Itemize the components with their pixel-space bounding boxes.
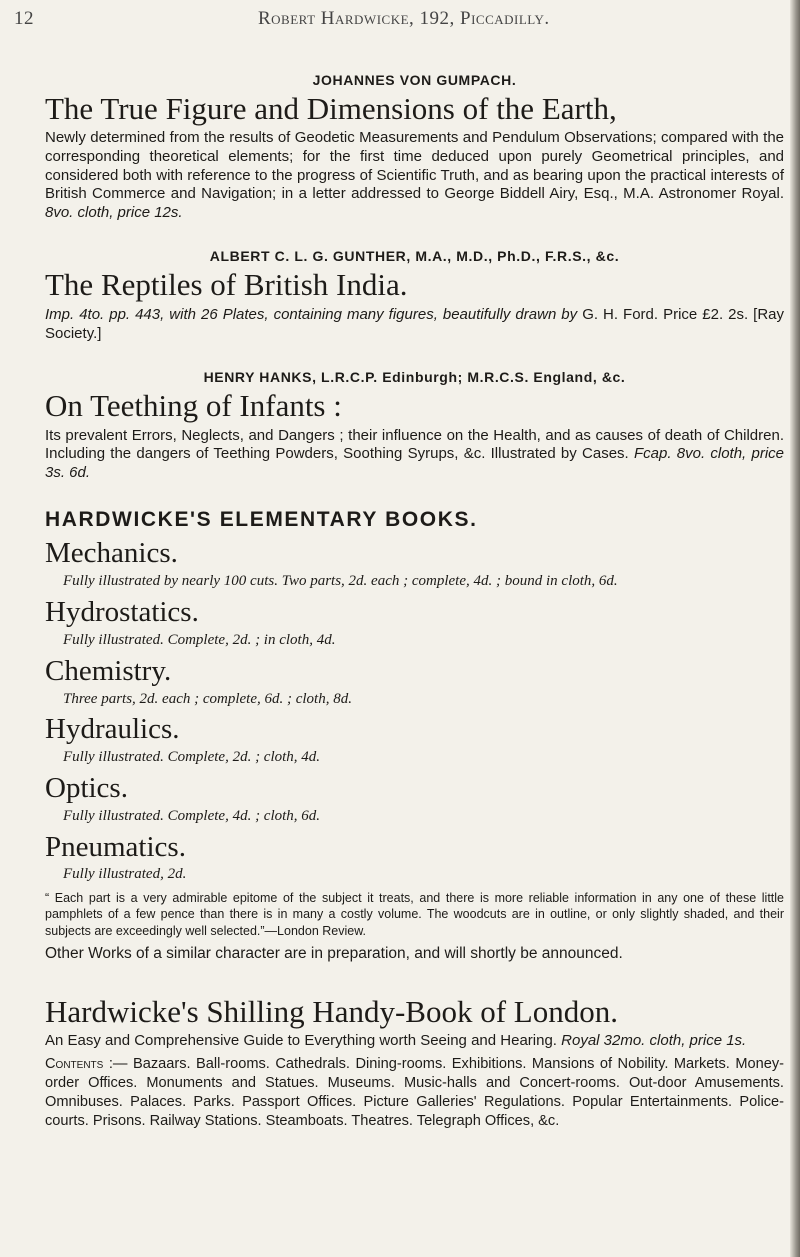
entry-author: JOHANNES VON GUMPACH. bbox=[312, 72, 517, 88]
series-book-details: Fully illustrated. Complete, 2d. ; in cloth, 4d. bbox=[63, 631, 336, 648]
page-edge-shadow bbox=[790, 0, 800, 1257]
running-head bbox=[14, 8, 778, 34]
series-book-details: Fully illustrated, 2d. bbox=[63, 866, 187, 883]
entry-details: Royal 32mo. cloth, price 1s. bbox=[561, 1032, 747, 1050]
series-book-details: Fully illustrated by nearly 100 cuts. Two parts, 2d. each ; complete, 4d. ; bound in cloth, 6d. bbox=[63, 573, 618, 590]
series-book bbox=[45, 656, 784, 709]
series-heading: HARDWICKE'S ELEMENTARY BOOKS. bbox=[45, 508, 478, 532]
entry-title: The Reptiles of British India. bbox=[45, 267, 408, 303]
series-book-title: Hydraulics. bbox=[45, 713, 180, 746]
series-book bbox=[45, 714, 784, 767]
series-book-details: Fully illustrated. Complete, 4d. ; cloth, 6d. bbox=[63, 807, 321, 824]
entry-details: 8vo. cloth, price 12s. bbox=[45, 203, 183, 221]
entry-description-text: Newly determined from the results of Geodetic Measurements and Pendulum Observations; compared with the corresponding theoretical elements; for the first time deduced upon purely Geometrical principles, and considered both with reference to the progress of Scientific Truth, and as bearing upon the practical interests of British Commerce and Navigation; in a letter addressed to George Biddell Airy, Esq., M.A. Astronomer Royal. bbox=[45, 129, 784, 203]
page-number: 12 bbox=[14, 8, 34, 29]
entry-reptiles bbox=[45, 248, 784, 343]
entry-title: Hardwicke's Shilling Handy-Book of London. bbox=[45, 993, 618, 1029]
entry-description bbox=[45, 1032, 784, 1051]
series-book-title: Mechanics. bbox=[45, 537, 178, 570]
contents-text: Bazaars. Ball-rooms. Cathedrals. Dining-rooms. Exhibitions. Mansions of Nobility. Markets. Money-order Offices. Monuments and Statues. Museums. Music-halls and Concert-rooms. Out-door Amusements. Omnibuses. Palaces. Parks. Passport Offices. Picture Galleries' Regulations. Popular Entertainments. Police-courts. Prisons. Railway Stations. Steamboats. Theatres. Telegraph Offices, &c. bbox=[45, 1056, 784, 1129]
series-book-details: Three parts, 2d. each ; complete, 6d. ; cloth, 8d. bbox=[63, 690, 352, 707]
entry-details: Imp. 4to. pp. 443, with 26 Plates, containing many figures, beautifully drawn by bbox=[45, 305, 578, 323]
entry-teething bbox=[45, 369, 784, 482]
entry-earth bbox=[45, 72, 784, 222]
series-book-title: Chemistry. bbox=[45, 654, 172, 687]
series-book-title: Pneumatics. bbox=[45, 830, 186, 863]
entry-title: The True Figure and Dimensions of the Earth, bbox=[45, 91, 617, 126]
entry-description-text: An Easy and Comprehensive Guide to Everything worth Seeing and Hearing. bbox=[45, 1032, 557, 1050]
series-book-details: Fully illustrated. Complete, 2d. ; cloth, 4d. bbox=[63, 749, 321, 766]
entry-author: ALBERT C. L. G. GUNTHER, M.A., M.D., Ph.D., F.R.S., &c. bbox=[209, 248, 620, 265]
review-quote: “ Each part is a very admirable epitome of the subject it treats, and there is more reliable information in any one of these little pamphlets of a few pence than there is in many a costly volume. The woodcuts are in outline, or only slightly shaded, and their subjects are exceedingly well selected.”—London Review. bbox=[45, 891, 784, 938]
series-book bbox=[45, 773, 784, 826]
other-works-note: Other Works of a similar character are in preparation, and will shortly be announced. bbox=[45, 944, 623, 962]
contents-list bbox=[45, 1055, 784, 1131]
entry-author: HENRY HANKS, L.R.C.P. Edinburgh; M.R.C.S. England, &c. bbox=[203, 369, 626, 386]
running-head-title: Robert Hardwicke, 192, Piccadilly. bbox=[258, 8, 550, 29]
series-book bbox=[45, 832, 784, 885]
contents-label: Contents :— bbox=[45, 1056, 128, 1072]
entry-description bbox=[45, 129, 784, 222]
entry-description-text: Its prevalent Errors, Neglects, and Dangers ; their influence on the Health, and as causes of death of Children. Including the dangers of Teething Powders, Soothing Syrups, &c. Illustrated by Cases. bbox=[45, 426, 784, 463]
entry-details: Fcap. 8vo. cloth, price 3s. 6d. bbox=[45, 445, 784, 481]
catalogue-content bbox=[45, 72, 784, 1131]
series-book-title: Hydrostatics. bbox=[45, 595, 199, 628]
entry-handy-book bbox=[45, 995, 784, 1131]
series-book-title: Optics. bbox=[45, 771, 128, 804]
entry-description-text: G. H. Ford. Price £2. 2s. [Ray Society.] bbox=[45, 305, 785, 342]
series-book bbox=[45, 597, 784, 650]
entry-title: On Teething of Infants : bbox=[45, 388, 342, 424]
entry-description bbox=[45, 306, 784, 343]
entry-description bbox=[45, 427, 784, 483]
series-book bbox=[45, 538, 784, 591]
